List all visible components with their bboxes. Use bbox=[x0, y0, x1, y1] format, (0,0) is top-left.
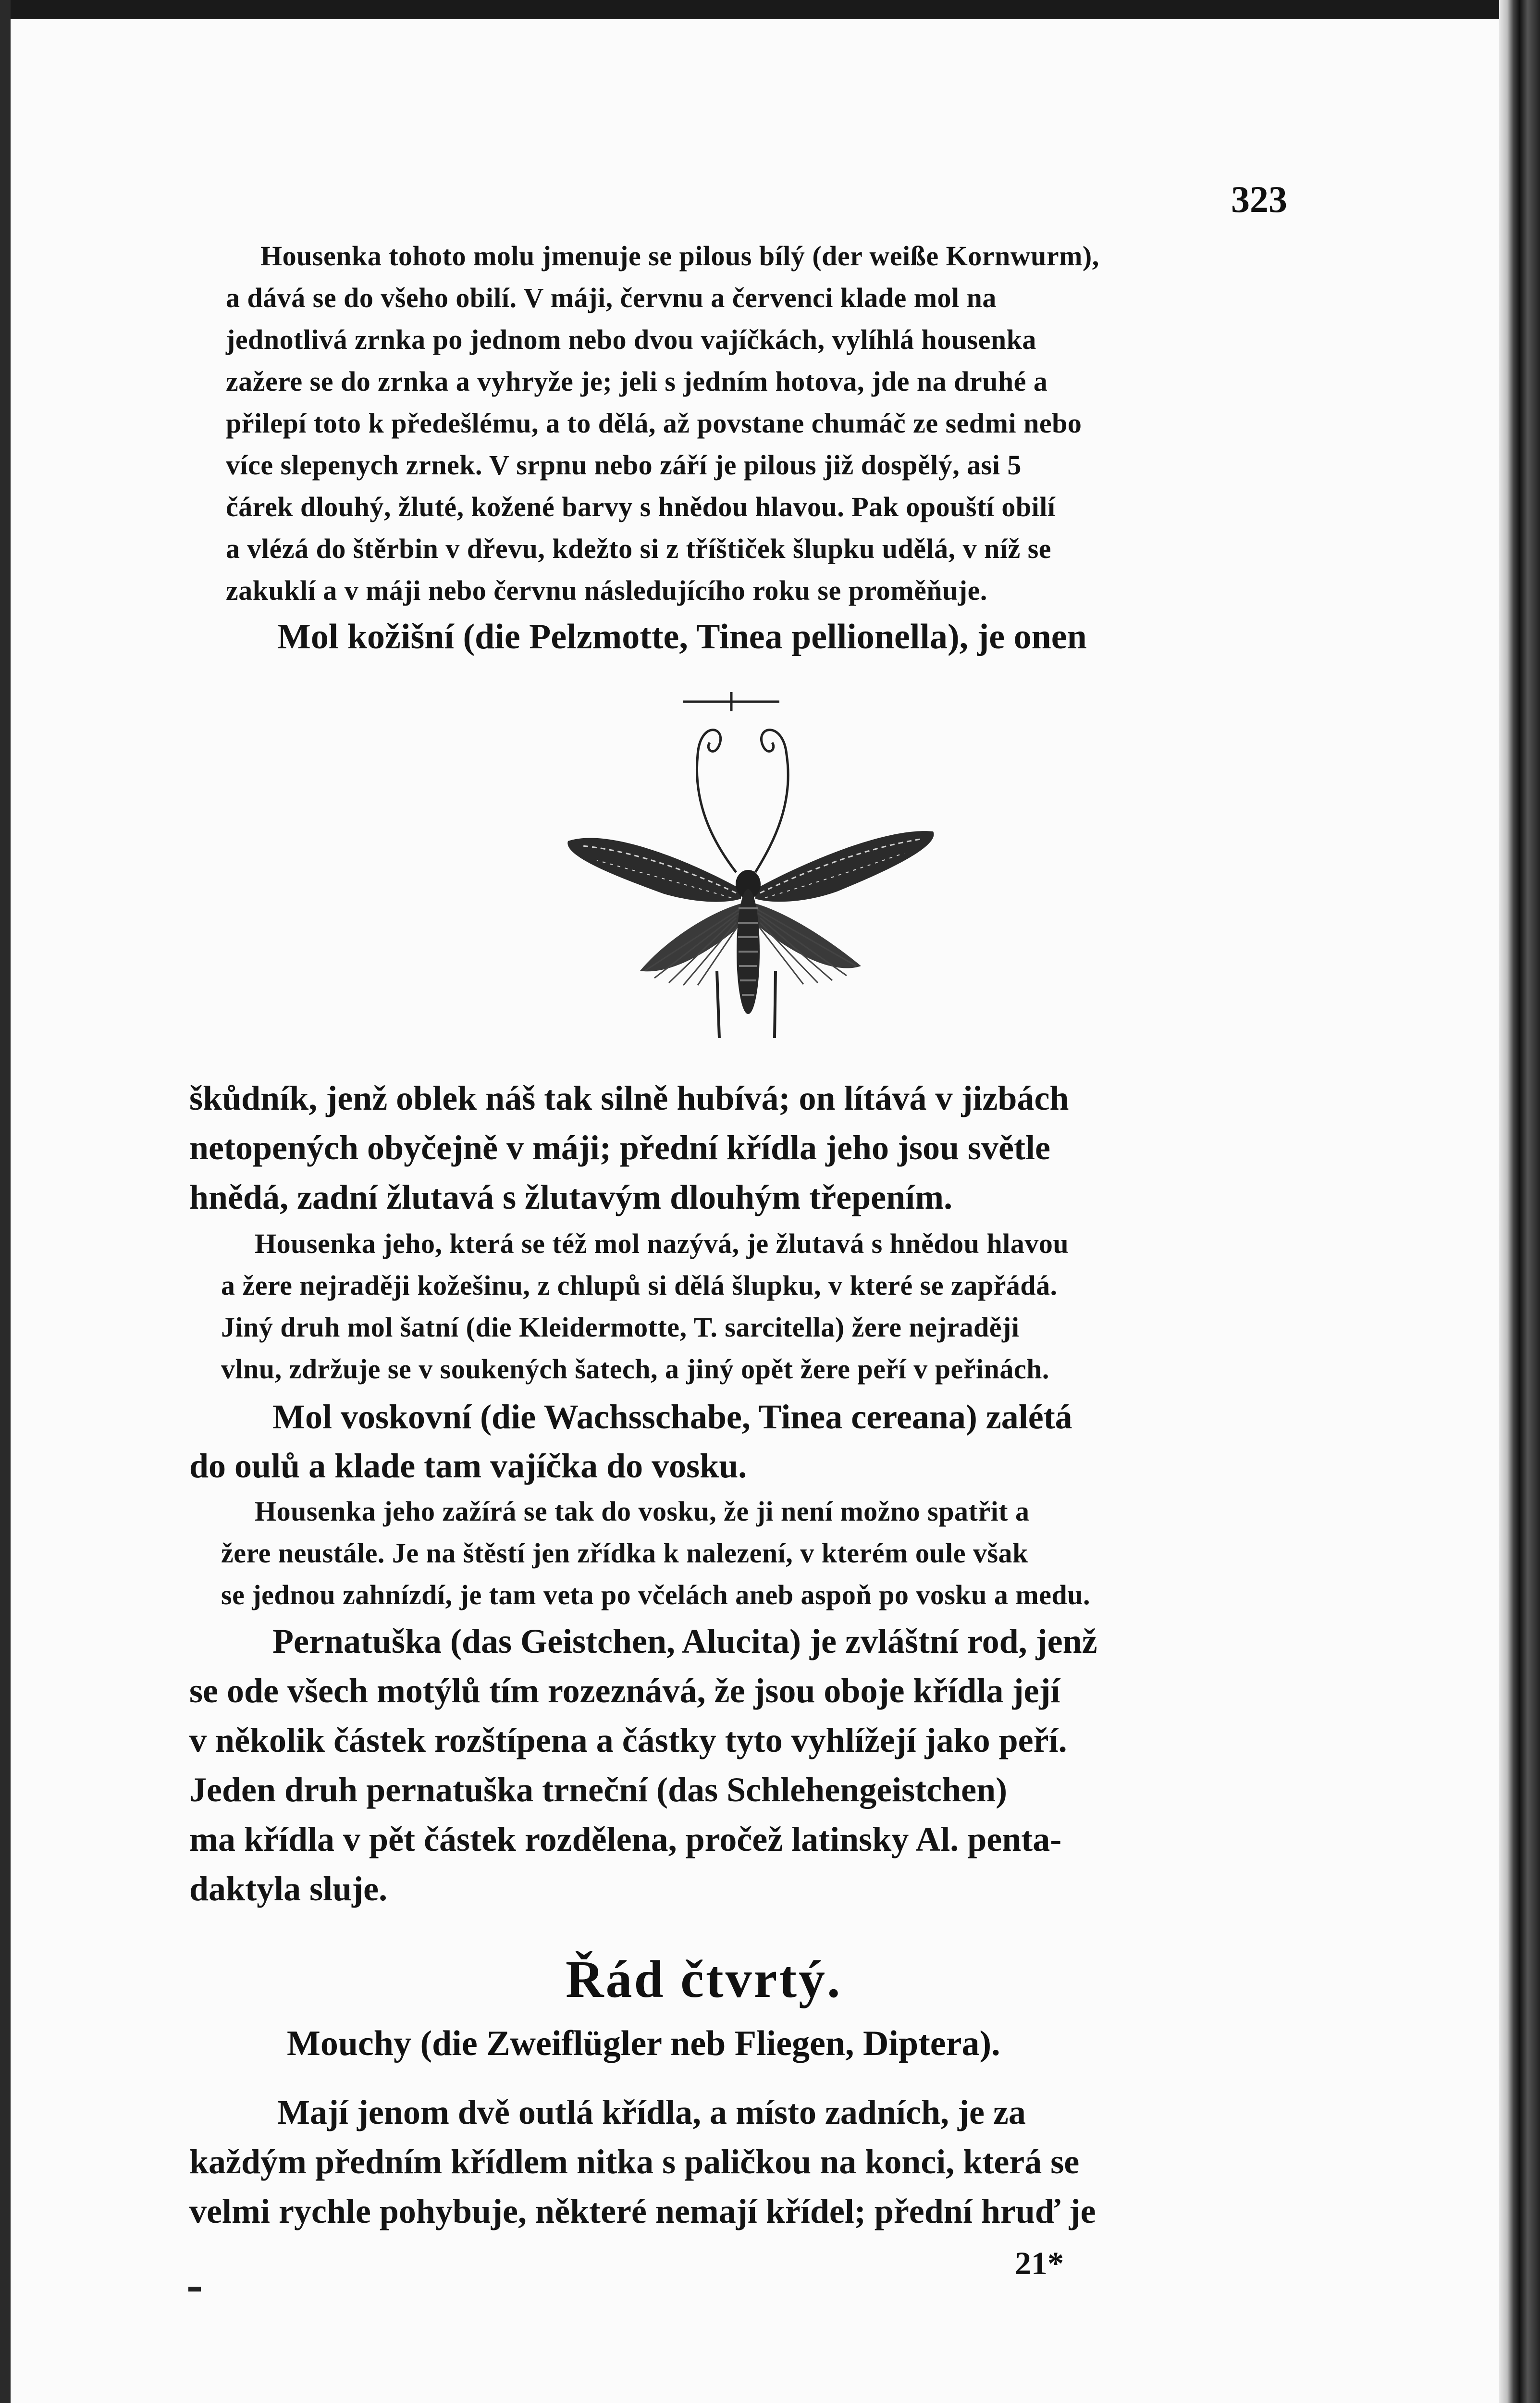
text-line: se jednou zahnízdí, je tam veta po včelách aneb aspoň po vosku a medu. bbox=[221, 1579, 1090, 1610]
text-line: hnědá, zadní žlutavá s žlutavým dlouhým třepením. bbox=[189, 1178, 953, 1216]
book-spine-edge bbox=[1499, 0, 1540, 2403]
moth-forewing-right bbox=[755, 831, 934, 902]
text-line: a dává se do všeho obilí. V máji, červnu a červenci klade mol na bbox=[226, 282, 997, 313]
moth-hindwing-left bbox=[640, 904, 743, 985]
text-line: se ode všech motýlů tím rozeznává, že jsou oboje křídla její bbox=[189, 1672, 1060, 1710]
text-line: daktyla sluje. bbox=[189, 1870, 388, 1908]
signature-mark: 21* bbox=[1015, 2245, 1064, 2281]
text-line: více slepenych zrnek. V srpnu nebo září je pilous již dospělý, asi 5 bbox=[226, 449, 1022, 481]
text-line: v několik částek rozštípena a částky tyto vyhlížejí jako peří. bbox=[189, 1721, 1067, 1759]
text-line: a žere nejraději kožešinu, z chlupů si dělá šlupku, v které se zapřádá. bbox=[221, 1270, 1058, 1301]
text-line: žere neustále. Je na štěstí jen zřídka k nalezení, v kterém oule však bbox=[221, 1537, 1028, 1569]
text-line: netopených obyčejně v máji; přední křídla jeho jsou světle bbox=[189, 1128, 1050, 1167]
text-line: Mají jenom dvě outlá křídla, a místo zadních, je za bbox=[277, 2093, 1026, 2131]
text-line: škůdník, jenž oblek náš tak silně hubívá; on lítává v jizbách bbox=[189, 1079, 1069, 1117]
text-line: vlnu, zdržuje se v soukených šatech, a jiný opět žere peří v peřinách. bbox=[221, 1353, 1049, 1385]
section-subheading: Mouchy (die Zweiflügler neb Fliegen, Diptera). bbox=[287, 2024, 1000, 2063]
scan-border-top bbox=[0, 0, 1540, 19]
margin-mark bbox=[188, 2287, 201, 2292]
text-line: Jeden druh pernatuška trneční (das Schlehengeistchen) bbox=[189, 1771, 1008, 1809]
text-line: Housenka jeho, která se též mol nazývá, je žlutavá s hnědou hlavou bbox=[255, 1228, 1069, 1259]
text-line: Housenka jeho zažírá se tak do vosku, že ji není možno spatřit a bbox=[255, 1496, 1030, 1527]
text-line: Mol voskovní (die Wachsschabe, Tinea cereana) zalétá bbox=[272, 1398, 1072, 1436]
text-line: a vlézá do štěrbin v dřevu, kdežto si z tříštiček šlupku udělá, v níž se bbox=[226, 533, 1052, 564]
text-line: čárek dlouhý, žluté, kožené barvy s hnědou hlavou. Pak opouští obilí bbox=[226, 491, 1056, 522]
page-number: 323 bbox=[1231, 178, 1287, 220]
moth-hindwing-right bbox=[754, 904, 861, 984]
book-page bbox=[11, 19, 1499, 2403]
moth-antennae bbox=[683, 692, 788, 872]
section-heading: Řád čtvrtý. bbox=[566, 1950, 842, 2008]
text-line: zakuklí a v máji nebo červnu následujícího roku se proměňuje. bbox=[226, 575, 987, 606]
text-line: Jiný druh mol šatní (die Kleidermotte, T. sarcitella) žere nejraději bbox=[221, 1312, 1020, 1343]
text-line: do oulů a klade tam vajíčka do vosku. bbox=[189, 1447, 747, 1485]
text-line: každým předním křídlem nitka s paličkou na konci, která se bbox=[189, 2143, 1080, 2181]
text-line: Housenka tohoto molu jmenuje se pilous bílý (der weiße Kornwurm), bbox=[260, 240, 1099, 272]
text-line: ma křídla v pět částek rozdělena, pročež latinsky Al. penta- bbox=[189, 1820, 1062, 1858]
text-line: přilepí toto k předešlému, a to dělá, až povstane chumáč ze sedmi nebo bbox=[226, 408, 1082, 439]
moth-forewing-left bbox=[567, 838, 741, 902]
text-line: jednotlivá zrnka po jednom nebo dvou vajíčkách, vylíhlá housenka bbox=[226, 324, 1036, 355]
text-line: zažere se do zrnka a vyhryže je; jeli s jedním hotova, jde na druhé a bbox=[226, 366, 1048, 397]
moth-illustration bbox=[554, 682, 967, 1057]
text-line: Pernatuška (das Geistchen, Alucita) je zvláštní rod, jenž bbox=[272, 1622, 1097, 1660]
text-line: Mol kožišní (die Pelzmotte, Tinea pellionella), je onen bbox=[277, 617, 1087, 656]
text-line: velmi rychle pohybuje, některé nemají křídel; přední hruď je bbox=[189, 2192, 1096, 2230]
scan-border-left bbox=[0, 0, 11, 2403]
